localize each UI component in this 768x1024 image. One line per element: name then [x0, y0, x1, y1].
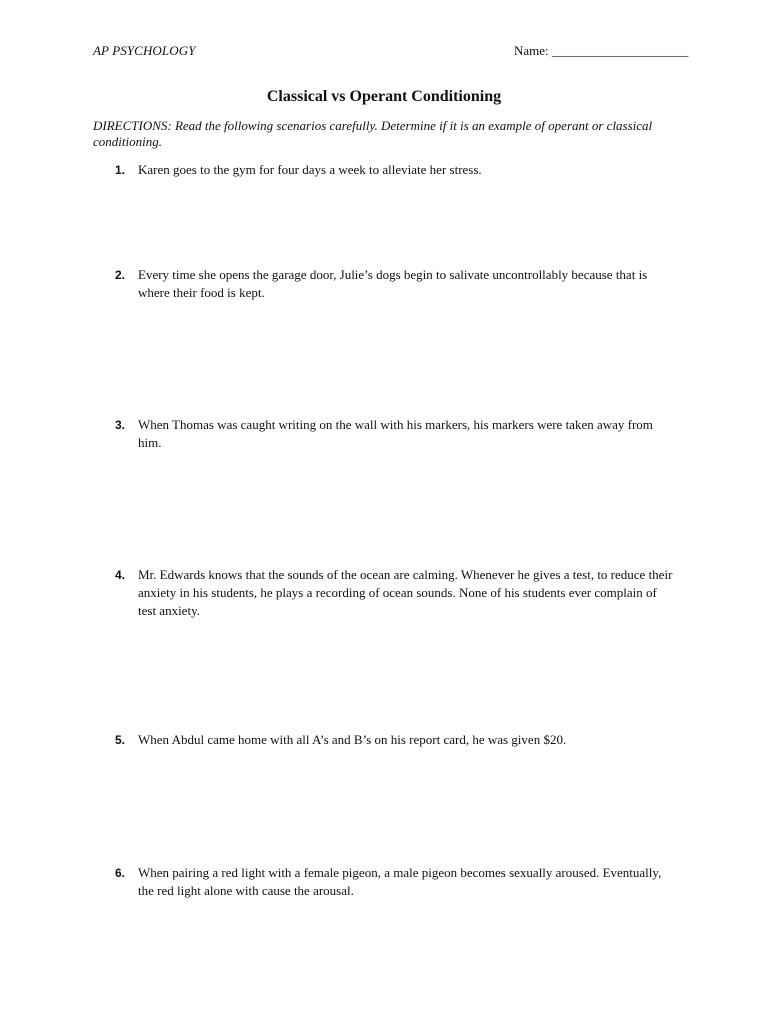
course-label: AP PSYCHOLOGY	[93, 43, 196, 58]
question-number: 5.	[115, 733, 126, 747]
question-3	[93, 416, 673, 452]
question-text: When pairing a red light with a female pigeon, a male pigeon becomes sexually aroused. Eventually, the red light alone with cause the arousal.	[138, 865, 662, 898]
question-text: When Thomas was caught writing on the wall with his markers, his markers were taken away from him.	[138, 417, 653, 450]
question-1	[93, 161, 673, 179]
question-number: 6.	[115, 866, 126, 880]
question-number: 2.	[115, 268, 126, 282]
directions-text: DIRECTIONS: Read the following scenarios carefully. Determine if it is an example of operant or classical conditioning.	[93, 118, 653, 149]
question-6	[93, 864, 673, 900]
question-text: Mr. Edwards knows that the sounds of the ocean are calming. Whenever he gives a test, to reduce their anxiety in his students, he plays a recording of ocean sounds. None of his students ever complain of test anxiety.	[138, 567, 673, 618]
question-2	[93, 266, 673, 302]
name-field-label: Name: _____________________	[514, 43, 689, 58]
question-number: 3.	[115, 418, 126, 432]
question-text: When Abdul came home with all A’s and B’s on his report card, he was given $20.	[138, 732, 567, 747]
question-number: 1.	[115, 163, 126, 177]
question-number: 4.	[115, 568, 126, 582]
question-4	[93, 566, 673, 620]
question-text: Every time she opens the garage door, Julie’s dogs begin to salivate uncontrollably because that is where their food is kept.	[138, 267, 648, 300]
page-title: Classical vs Operant Conditioning	[266, 88, 502, 105]
question-5	[93, 731, 673, 749]
question-text: Karen goes to the gym for four days a week to alleviate her stress.	[138, 162, 482, 177]
